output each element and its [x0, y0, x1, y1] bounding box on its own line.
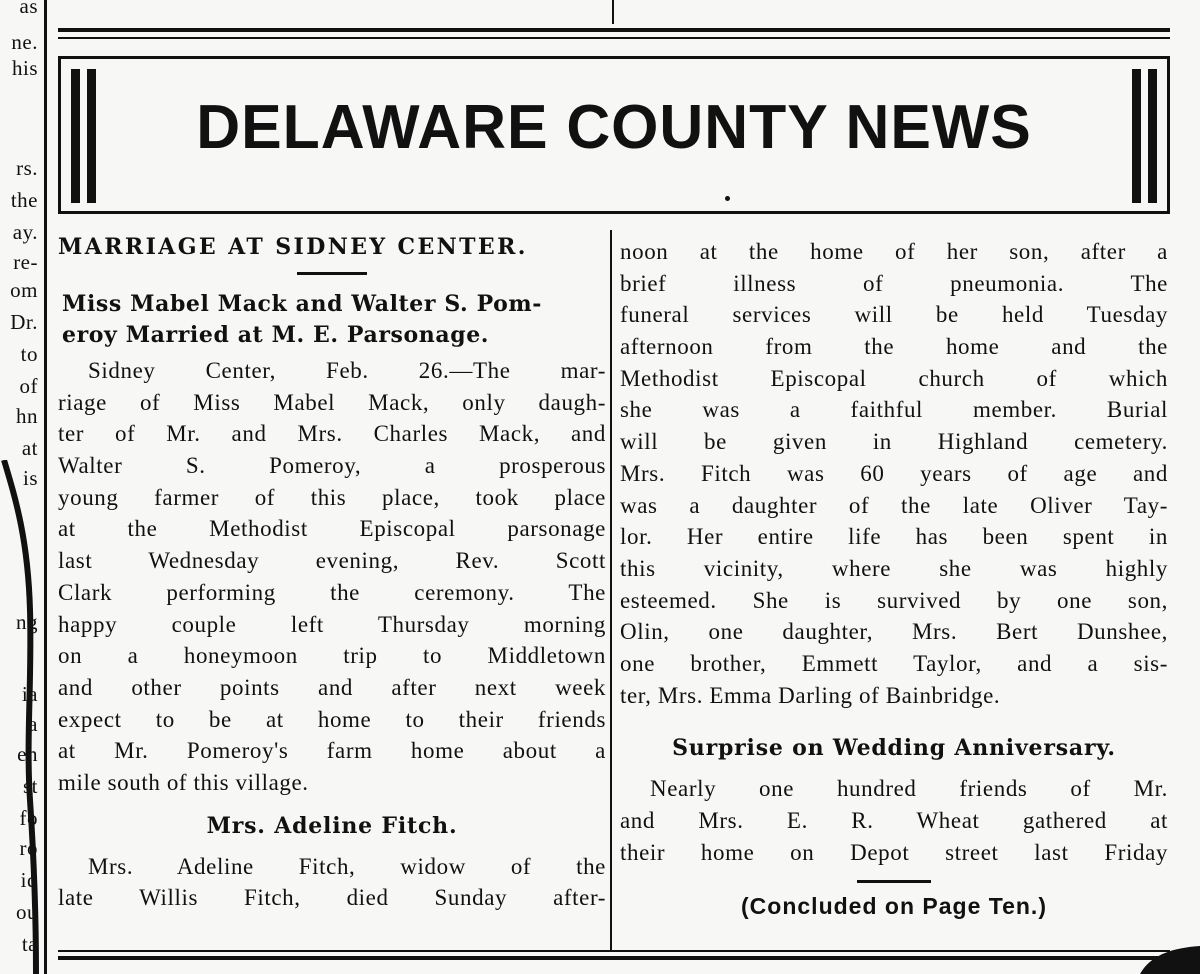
body-line: was a daughter of the late Oliver Tay-	[620, 492, 1168, 518]
body-line: their home on Depot street last Friday	[620, 839, 1168, 865]
body-line: brief illness of pneumonia. The	[620, 270, 1168, 296]
fragment: ia	[21, 682, 38, 706]
body-line: riage of Miss Mabel Mack, only daugh-	[58, 389, 606, 415]
fragment: ta	[21, 932, 38, 956]
fragment: rs.	[16, 156, 38, 180]
article-anniversary-body	[620, 773, 1168, 868]
fragment: a	[28, 712, 38, 736]
body-line: Methodist Episcopal church of which	[620, 365, 1168, 391]
body-line: esteemed. She is survived by one son,	[620, 587, 1168, 613]
fragment: of	[19, 374, 38, 398]
body-line: one brother, Emmett Taylor, and a sis-	[620, 650, 1168, 676]
subhead-line: Miss Mabel Mack and Walter S. Pom-	[62, 291, 543, 317]
body-line: Mrs. Fitch was 60 years of age and	[620, 460, 1168, 486]
fragment: as	[19, 0, 38, 18]
body-line: she was a faithful member. Burial	[620, 397, 1168, 423]
body-line: on a honeymoon trip to Middletown	[58, 643, 606, 669]
body-line: last Wednesday evening, Rev. Scott	[58, 548, 606, 574]
article-fitch-body-right	[620, 236, 1168, 711]
fragment: re-	[13, 250, 38, 274]
headline-marriage: MARRIAGE AT SIDNEY CENTER.	[58, 234, 528, 260]
body-line: Walter S. Pomeroy, a prosperous	[58, 453, 606, 479]
left-column-rule	[44, 0, 47, 974]
bottom-corner-smudge	[1140, 944, 1200, 974]
body-line: will be given in Highland cemetery.	[620, 429, 1168, 455]
bottom-rule-thick	[58, 956, 1170, 960]
body-line: young farmer of this place, took place	[58, 484, 606, 510]
top-rule-thin	[58, 37, 1170, 39]
fragment: ne.	[11, 30, 38, 54]
short-rule	[857, 880, 931, 883]
fragment: st	[22, 774, 38, 798]
body-line: and other points and after next week	[58, 674, 606, 700]
short-rule	[297, 272, 367, 275]
fragment: fo	[19, 806, 38, 830]
top-column-tick	[612, 0, 614, 24]
body-line: this vicinity, where she was highly	[620, 555, 1168, 581]
fragment: his	[11, 56, 38, 80]
body-line: Sidney Center, Feb. 26.—The mar-	[88, 358, 606, 383]
article-fitch-body-left	[58, 851, 606, 914]
body-line: at Mr. Pomeroy's farm home about a	[58, 738, 606, 764]
body-line: Clark performing the ceremony. The	[58, 579, 606, 605]
fragment: hn	[16, 404, 38, 428]
body-line: ter, Mrs. Emma Darling of Bainbridge.	[620, 682, 1001, 708]
fragment: is	[22, 466, 38, 490]
masthead-dot	[725, 196, 730, 201]
torn-edge-curve	[0, 460, 42, 974]
headline-fitch: Mrs. Adeline Fitch.	[206, 812, 458, 839]
column-divider	[610, 230, 612, 950]
top-rule-thick	[58, 28, 1170, 32]
body-line: Olin, one daughter, Mrs. Bert Dunshee,	[620, 619, 1168, 645]
body-line: expect to be at home to their friends	[58, 706, 606, 732]
subhead-marriage	[58, 289, 606, 351]
fragment: at	[21, 436, 38, 460]
body-line: and Mrs. E. R. Wheat gathered at	[620, 808, 1168, 833]
fragment: ay.	[12, 220, 38, 244]
column-right	[620, 236, 1168, 920]
body-line: afternoon from the home and the	[620, 334, 1168, 360]
fragment: id	[20, 868, 38, 892]
body-line: lor. Her entire life has been spent in	[620, 524, 1168, 550]
fragment: ou	[16, 900, 38, 924]
masthead-box	[58, 56, 1170, 214]
bottom-rule-thin	[58, 950, 1170, 952]
body-line: Nearly one hundred friends of Mr.	[650, 776, 1168, 802]
subhead-line: eroy Married at M. E. Parsonage.	[62, 322, 490, 348]
masthead-title: DELAWARE COUNTY NEWS	[196, 93, 1032, 162]
column-left	[58, 226, 606, 914]
fragment: ro	[19, 836, 38, 860]
body-line: at the Methodist Episcopal parsonage	[58, 516, 606, 542]
body-line: mile south of this village.	[58, 769, 309, 795]
body-line: noon at the home of her son, after a	[620, 239, 1168, 264]
article-marriage-body	[58, 355, 606, 799]
body-line: ter of Mr. and Mrs. Charles Mack, and	[58, 421, 606, 447]
body-line: funeral services will be held Tuesday	[620, 302, 1168, 328]
fragment: to	[20, 342, 38, 366]
fragment: en	[17, 742, 38, 766]
headline-anniversary: Surprise on Wedding Anniversary.	[672, 735, 1116, 762]
body-line: happy couple left Thursday morning	[58, 611, 606, 637]
fragment: the	[10, 188, 38, 212]
body-line: Mrs. Adeline Fitch, widow of the	[88, 853, 606, 879]
fragment: om	[10, 278, 38, 302]
fragment: Dr.	[10, 310, 38, 334]
concluded-note: (Concluded on Page Ten.)	[741, 893, 1047, 920]
body-line: late Willis Fitch, died Sunday after-	[58, 885, 606, 911]
fragment: ng	[16, 610, 38, 634]
